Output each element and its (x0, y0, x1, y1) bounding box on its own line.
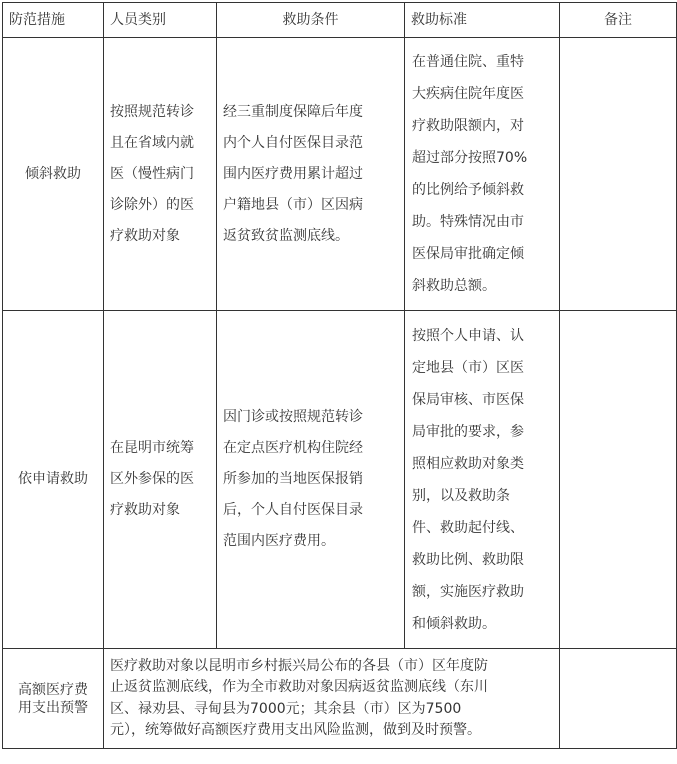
table-row (3, 38, 677, 311)
header-row (3, 3, 677, 38)
remarks-cell (560, 649, 677, 749)
warning-content-cell: 医疗救助对象以昆明市乡村振兴局公布的各县（市）区年度防 止返贫监测底线，作为全市救助对象因病返贫监测底线（东川 区、禄劝县、寻甸县为7000元；其余县（市）区为7500 元），统筹做好高额医疗费用支出风险监测，做到及时预警。 (104, 649, 560, 749)
personnel-cell: 在昆明市统筹 区外参保的医 疗救助对象 (104, 311, 217, 649)
condition-cell: 经三重制度保障后年度 内个人自付医保目录范 围内医疗费用累计超过 户籍地县（市）区因病 返贫致贫监测底线。 (217, 38, 405, 311)
remarks-cell (560, 311, 677, 649)
header-condition: 救助条件 (217, 3, 405, 38)
header-remarks: 备注 (560, 3, 677, 38)
measure-cell: 高额医疗费 用支出预警 (3, 649, 104, 749)
relief-measures-table (2, 2, 677, 749)
table-row (3, 649, 677, 749)
header-measure: 防范措施 (3, 3, 104, 38)
measure-cell: 依申请救助 (3, 311, 104, 649)
standard-cell: 按照个人申请、认 定地县（市）区医 保局审核、市医保 局审批的要求，参 照相应救助对象类 别，以及救助条 件、救助起付线、 救助比例、救助限 额，实施医疗救助 和倾斜救助。 (405, 311, 560, 649)
personnel-cell: 按照规范转诊 且在省域内就 医（慢性病门 诊除外）的医 疗救助对象 (104, 38, 217, 311)
standard-cell: 在普通住院、重特 大疾病住院年度医 疗救助限额内，对 超过部分按照70% 的比例给予倾斜救 助。特殊情况由市 医保局审批确定倾 斜救助总额。 (405, 38, 560, 311)
measure-cell: 倾斜救助 (3, 38, 104, 311)
header-personnel: 人员类别 (104, 3, 217, 38)
table-row (3, 311, 677, 649)
remarks-cell (560, 38, 677, 311)
condition-cell: 因门诊或按照规范转诊 在定点医疗机构住院经 所参加的当地医保报销 后，个人自付医保目录 范围内医疗费用。 (217, 311, 405, 649)
header-standard: 救助标准 (405, 3, 560, 38)
